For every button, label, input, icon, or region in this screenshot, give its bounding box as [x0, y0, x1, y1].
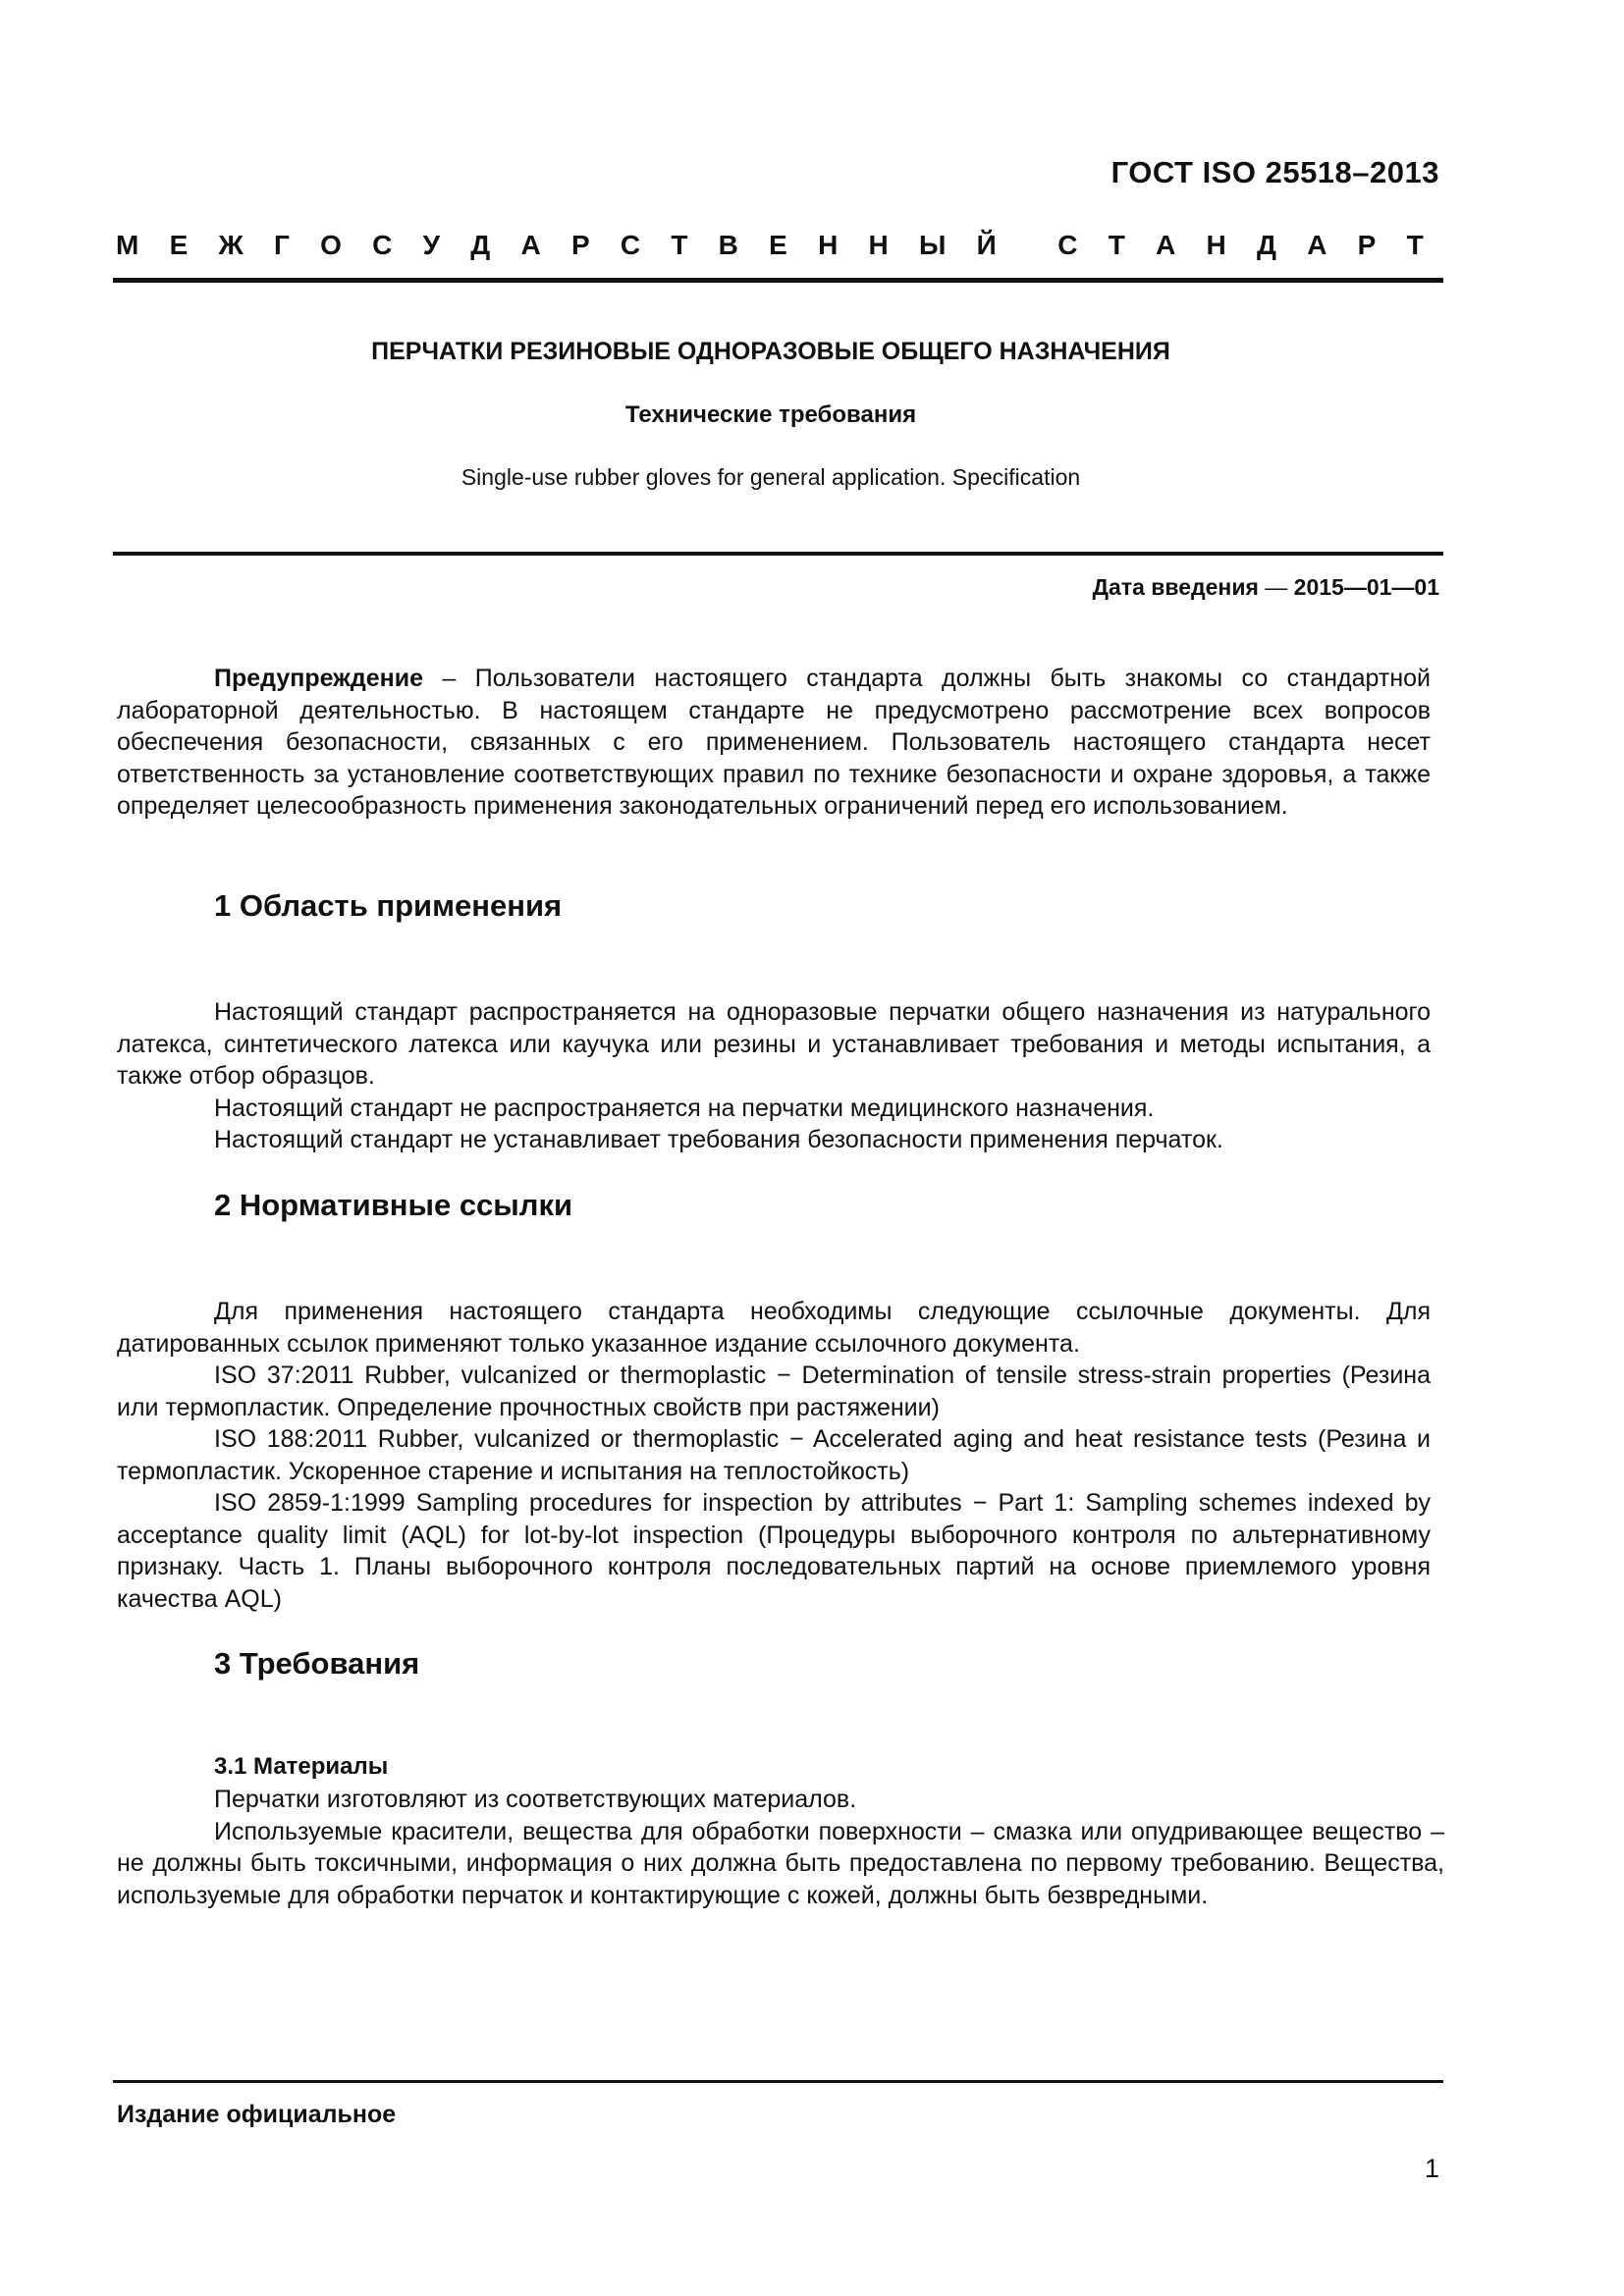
banner-letter: Т: [671, 230, 688, 260]
banner-letter: У: [422, 230, 441, 260]
banner-letter: С: [1057, 230, 1078, 260]
reference-iso-188: ISO 188:2011 Rubber, vulcanized or thermoplastic − Accelerated aging and heat resistance tests (Резина и термопластик. Ускоренное старение и испытания на теплостойкость): [117, 1425, 1431, 1485]
warning-paragraph: [117, 663, 1431, 823]
standard-number: ГОСТ ISO 25518–2013: [1110, 155, 1439, 189]
banner-letter: Д: [1257, 230, 1276, 260]
header-divider: [113, 278, 1443, 283]
title-divider: [113, 552, 1443, 556]
section-1-heading: 1 Область применения: [214, 888, 563, 923]
banner-letter: Е: [169, 230, 189, 260]
banner-letter: Н: [868, 230, 889, 260]
banner-letter: Р: [570, 230, 590, 260]
paragraph: Для применения настоящего стандарта необходимы следующие ссылочные документы. Для датированных ссылок применяют только указанное издание ссылочного документа.: [117, 1298, 1431, 1358]
banner-letter: М: [116, 230, 139, 260]
warning-text: – Пользователи настоящего стандарта должны быть знакомы со стандартной лабораторной деятельностью. В настоящем стандарте не предусмотрено рассмотрение всех вопросов обеспечения безопасности, связанных с его применением. Пользователь настоящего стандарта несет ответственность за установление соответствующих правил по технике безопасности и охране здоровья, а также определяет целесообразность применения законодательных ограничений перед его использованием.: [117, 665, 1431, 820]
section-1-body: [117, 996, 1431, 1156]
interstate-standard-banner: [116, 230, 1424, 261]
banner-letter: Й: [976, 230, 997, 260]
banner-letter: Е: [769, 230, 787, 260]
banner-letter: Ы: [919, 230, 947, 260]
banner-letter: В: [718, 230, 738, 260]
banner-letter: Т: [1406, 230, 1424, 260]
introduction-date-dash: —: [1258, 574, 1294, 600]
page-number: 1: [1424, 2154, 1439, 2183]
introduction-date-label: Дата введения: [1092, 574, 1259, 600]
section-2-heading: 2 Нормативные ссылки: [214, 1188, 573, 1222]
paragraph: Используемые красители, вещества для обработки поверхности – смазка или опудривающее вещество – не должны быть токсичными, информация о них должна быть предоставлена по первому требованию. Вещества, используемые для обработки перчаток и контактирующие с кожей, должны быть безвредными.: [117, 1817, 1444, 1909]
banner-letter: А: [1156, 230, 1176, 260]
introduction-date-value: 2015—01—01: [1293, 574, 1439, 600]
document-title-english: Single-use rubber gloves for general application. Specification: [460, 464, 1081, 490]
banner-letter: Д: [470, 230, 491, 260]
banner-letter: С: [620, 230, 641, 260]
introduction-date: [1093, 574, 1439, 601]
section-2-body: [117, 1296, 1431, 1615]
section-3-body: [117, 1784, 1444, 1911]
reference-iso-2859: ISO 2859-1:1999 Sampling procedures for inspection by attributes − Part 1: Sampling schemes indexed by acceptance quality limit (AQL) for lot-by-lot inspection (Процедуры выборочного контроля по альтернативному признаку. Часть 1. Планы выборочного контроля последовательных партий на основе приемлемого уровня качества AQL): [117, 1489, 1431, 1613]
banner-letter: Р: [1357, 230, 1377, 260]
document-subtitle: Технические требования: [624, 401, 917, 428]
banner-letter: А: [520, 230, 541, 260]
banner-letter: С: [372, 230, 393, 260]
banner-letter: О: [320, 230, 342, 260]
document-title: ПЕРЧАТКИ РЕЗИНОВЫЕ ОДНОРАЗОВЫЕ ОБЩЕГО НАЗНАЧЕНИЯ: [371, 338, 1170, 365]
reference-iso-37: ISO 37:2011 Rubber, vulcanized or thermoplastic − Determination of tensile stress-strain properties (Резина или термопластик. Определение прочностных свойств при растяжении): [117, 1362, 1431, 1421]
subsection-3-1-heading: 3.1 Материалы: [214, 1753, 389, 1780]
banner-letter: А: [1307, 230, 1327, 260]
official-edition-label: Издание официальное: [117, 2101, 397, 2128]
banner-letter: Ж: [218, 230, 244, 260]
footer-divider: [113, 2080, 1443, 2083]
paragraph: Настоящий стандарт не распространяется на перчатки медицинского назначения.: [214, 1094, 1155, 1122]
warning-label: Предупреждение: [214, 665, 424, 692]
paragraph: Настоящий стандарт распространяется на одноразовые перчатки общего назначения из натурального латекса, синтетического латекса или каучука или резины и устанавливает требования и методы испытания, а также отбор образцов.: [117, 998, 1431, 1090]
banner-letter: Т: [1108, 230, 1125, 260]
paragraph: Настоящий стандарт не устанавливает требования безопасности применения перчаток.: [214, 1126, 1223, 1153]
banner-letter: Г: [274, 230, 290, 260]
banner-letter: Н: [818, 230, 839, 260]
banner-letter: Н: [1206, 230, 1226, 260]
paragraph: Перчатки изготовляют из соответствующих материалов.: [214, 1786, 857, 1813]
section-3-heading: 3 Требования: [214, 1646, 420, 1681]
